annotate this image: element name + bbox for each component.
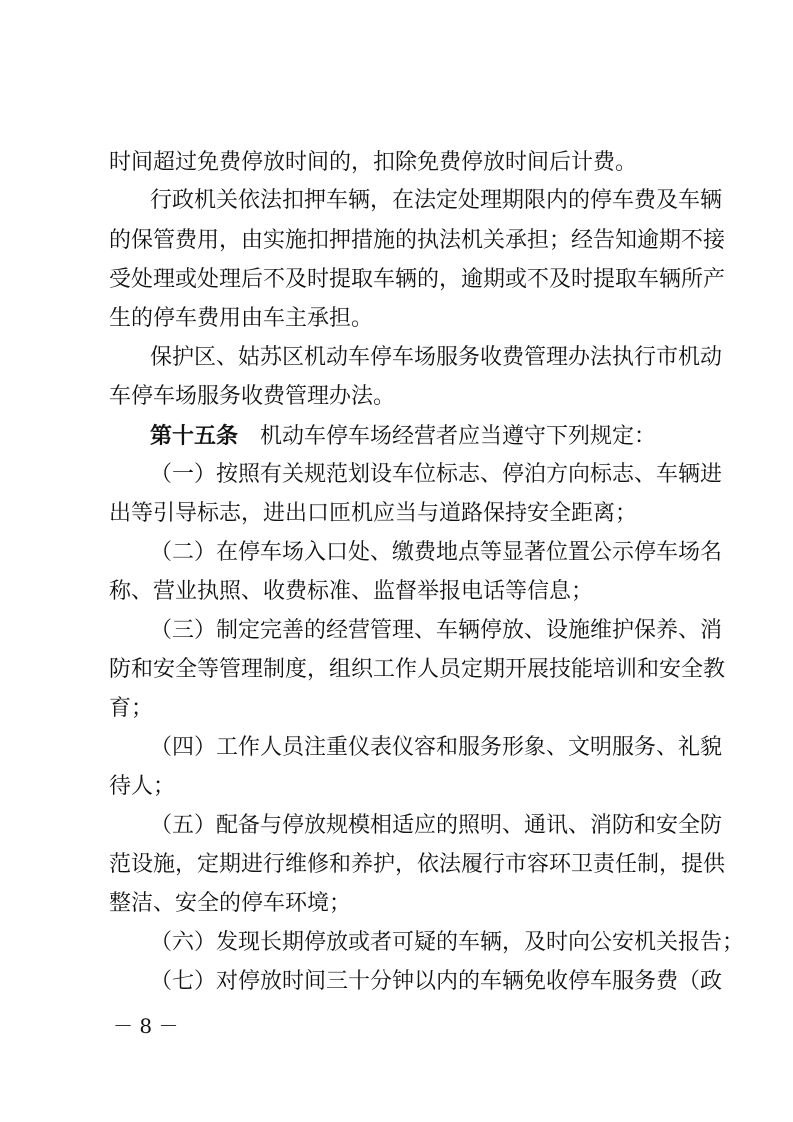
text-line: 出等引导标志，进出口匝机应当与道路保持安全距离； xyxy=(109,501,638,526)
list-item-line: （三）制定完善的经营管理、车辆停放、设施维护保养、消 xyxy=(150,618,723,643)
text-line: 生的停车费用由车主承担。 xyxy=(109,306,374,331)
text-line: 防和安全等管理制度，组织工作人员定期开展技能培训和安全教 xyxy=(109,657,726,682)
text-line: 行政机关依法扣押车辆，在法定处理期限内的停车费及车辆 xyxy=(150,188,723,213)
list-item-line: （一）按照有关规范划设车位标志、停泊方向标志、车辆进 xyxy=(150,462,723,487)
page-number: － 8 － xyxy=(113,1014,179,1038)
text-line: 整洁、安全的停车环境； xyxy=(109,891,352,916)
text-line: 保护区、姑苏区机动车停车场服务收费管理办法执行市机动 xyxy=(150,345,723,370)
list-item-line: （七）对停放时间三十分钟以内的车辆免收停车服务费（政 xyxy=(150,969,723,994)
text-line: 的保管费用，由实施扣押措施的执法机关承担；经告知逾期不接 xyxy=(109,228,726,253)
list-item-line: （五）配备与停放规模相适应的照明、通讯、消防和安全防 xyxy=(150,813,723,838)
article-line xyxy=(150,421,656,451)
text-line: 称、营业执照、收费标准、监督举报电话等信息； xyxy=(109,579,594,604)
list-item-line: （二）在停车场入口处、缴费地点等显著位置公示停车场名 xyxy=(150,540,723,565)
list-item-line: （四）工作人员注重仪表仪容和服务形象、文明服务、礼貌 xyxy=(150,735,723,760)
list-item-line: （六）发现长期停放或者可疑的车辆，及时向公安机关报告； xyxy=(150,930,745,955)
text-line: 时间超过免费停放时间的，扣除免费停放时间后计费。 xyxy=(109,150,638,175)
text-line: 待人； xyxy=(109,774,176,799)
text-line: 受处理或处理后不及时提取车辆的，逾期或不及时提取车辆所产 xyxy=(109,267,726,292)
article-heading: 第十五条 xyxy=(150,423,239,449)
text-line: 车停车场服务收费管理办法。 xyxy=(109,384,396,409)
article-text: 机动车停车场经营者应当遵守下列规定： xyxy=(260,424,657,449)
text-line: 育； xyxy=(109,696,154,721)
text-line: 范设施，定期进行维修和养护，依法履行市容环卫责任制，提供 xyxy=(109,852,726,877)
